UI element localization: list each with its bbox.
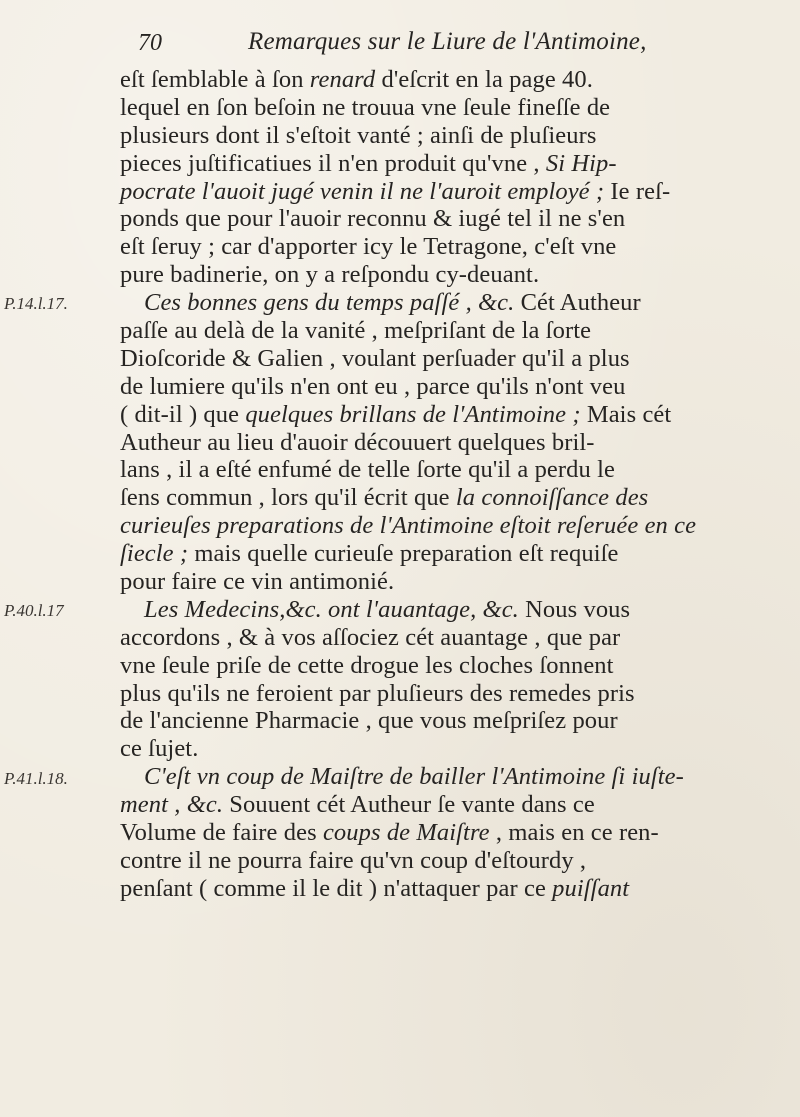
text-line [120, 317, 740, 345]
text-line [120, 763, 740, 791]
text-segment: paſſe au delà de la vanité , meſpriſant de la ſorte [120, 317, 592, 345]
text-segment: eſt ſeruy ; car d'apporter icy le Tetragone, c'eſt vne [120, 233, 617, 261]
italic-text: puiſſant [552, 874, 630, 902]
margin-reference: P.14.l.17. [4, 294, 68, 314]
text-line [120, 735, 740, 763]
text-line [120, 289, 740, 317]
body-text [120, 66, 740, 903]
text-segment: de lumiere qu'ils n'en ont eu , parce qu'ils n'ont veu [120, 372, 626, 400]
text-line [120, 847, 740, 875]
text-segment: ponds que pour l'auoir reconnu & iugé tel il ne s'en [120, 205, 626, 233]
italic-text: ſiecle ; [120, 540, 189, 568]
text-segment: de l'ancienne Pharmacie , que vous meſpriſez pour [120, 707, 618, 735]
text-line [120, 568, 740, 596]
text-line [120, 512, 740, 540]
text-line [120, 791, 740, 819]
italic-text: Si Hip- [545, 149, 617, 177]
text-segment: vne ſeule priſe de cette drogue les cloches ſonnent [120, 651, 614, 679]
running-title: Remarques sur le Liure de l'Antimoine, [248, 28, 647, 55]
text-segment: Dioſcoride & Galien , voulant perſuader qu'il a plus [120, 344, 630, 372]
text-segment: pour faire ce vin antimonié. [120, 568, 395, 596]
text-line [120, 205, 740, 233]
italic-text: pocrate l'auoit jugé venin il ne l'auroit employé ; [120, 177, 605, 205]
text-segment: plus qu'ils ne feroient par pluſieurs des remedes pris [120, 679, 635, 707]
text-segment: Autheur au lieu d'auoir découuert quelques bril- [120, 428, 595, 456]
text-line [120, 819, 740, 847]
text-line [120, 456, 740, 484]
margin-reference: P.41.l.18. [4, 768, 68, 788]
text-line [120, 233, 740, 261]
text-segment: Mais cét [580, 400, 672, 428]
text-segment: eſt ſemblable à ſon [120, 66, 310, 93]
text-line [120, 429, 740, 457]
text-line [120, 540, 740, 568]
text-line [120, 94, 740, 122]
text-line [120, 875, 740, 903]
text-line [120, 122, 740, 150]
text-segment: mais quelle curieuſe preparation eſt requiſe [188, 540, 619, 568]
text-segment: ( dit-il ) que [120, 400, 246, 428]
italic-text: quelques brillans de l'Antimoine ; [245, 400, 581, 428]
text-segment: penſant ( comme il le dit ) n'attaquer par ce [120, 874, 553, 902]
text-line [120, 652, 740, 680]
text-segment: lans , il a eſté enfumé de telle ſorte qu'il a perdu le [120, 456, 615, 484]
text-line [120, 373, 740, 401]
text-segment: Souuent cét Autheur ſe vante dans ce [223, 791, 595, 819]
italic-text: renard [309, 66, 376, 93]
text-segment: Ie reſ- [604, 177, 671, 205]
italic-text: curieuſes preparations de l'Antimoine eſtoit reſeruée en ce [120, 512, 697, 540]
text-line [120, 261, 740, 289]
margin-reference: P.40.l.17 [4, 601, 64, 621]
text-line [120, 66, 740, 94]
text-segment: pure badinerie, on y a reſpondu cy-deuant. [120, 261, 540, 289]
text-segment: ſens commun , lors qu'il écrit que [120, 484, 456, 512]
text-line [120, 624, 740, 652]
text-segment: , mais en ce ren- [489, 819, 659, 847]
italic-text: la connoiſſance des [455, 484, 649, 512]
text-segment: plusieurs dont il s'eſtoit vanté ; ainſi de pluſieurs [120, 121, 597, 149]
text-line [120, 178, 740, 206]
text-segment: ce ſujet. [120, 735, 199, 763]
text-segment: contre il ne pourra faire qu'vn coup d'eſtourdy , [120, 846, 587, 874]
page-number: 70 [138, 30, 162, 56]
page-header [138, 28, 698, 60]
text-segment: Volume de faire des [120, 819, 323, 847]
text-segment: d'eſcrit en la page 40. [375, 66, 593, 93]
text-line [120, 345, 740, 373]
text-segment: pieces juſtificatiues il n'en produit qu'vne , [120, 149, 546, 177]
text-line [120, 484, 740, 512]
text-segment: Nous vous [518, 595, 631, 623]
italic-text: coups de Maiſtre [322, 819, 490, 847]
italic-text: ment , &c. [120, 791, 224, 819]
text-line [120, 150, 740, 178]
text-line [120, 707, 740, 735]
italic-text: C'eſt vn coup de Maiſtre de bailler l'Antimoine ſi iuſte- [144, 763, 684, 791]
italic-text: Ces bonnes gens du temps paſſé , &c. [144, 289, 515, 317]
text-segment: lequel en ſon beſoin ne trouua vne ſeule fineſſe de [120, 93, 611, 121]
text-line [120, 680, 740, 708]
text-line [120, 596, 740, 624]
text-segment: accordons , & à vos aſſociez cét auantage , que par [120, 623, 621, 651]
text-segment: Cét Autheur [514, 289, 641, 317]
italic-text: Les Medecins,&c. ont l'auantage, &c. [144, 595, 519, 623]
text-line [120, 401, 740, 429]
